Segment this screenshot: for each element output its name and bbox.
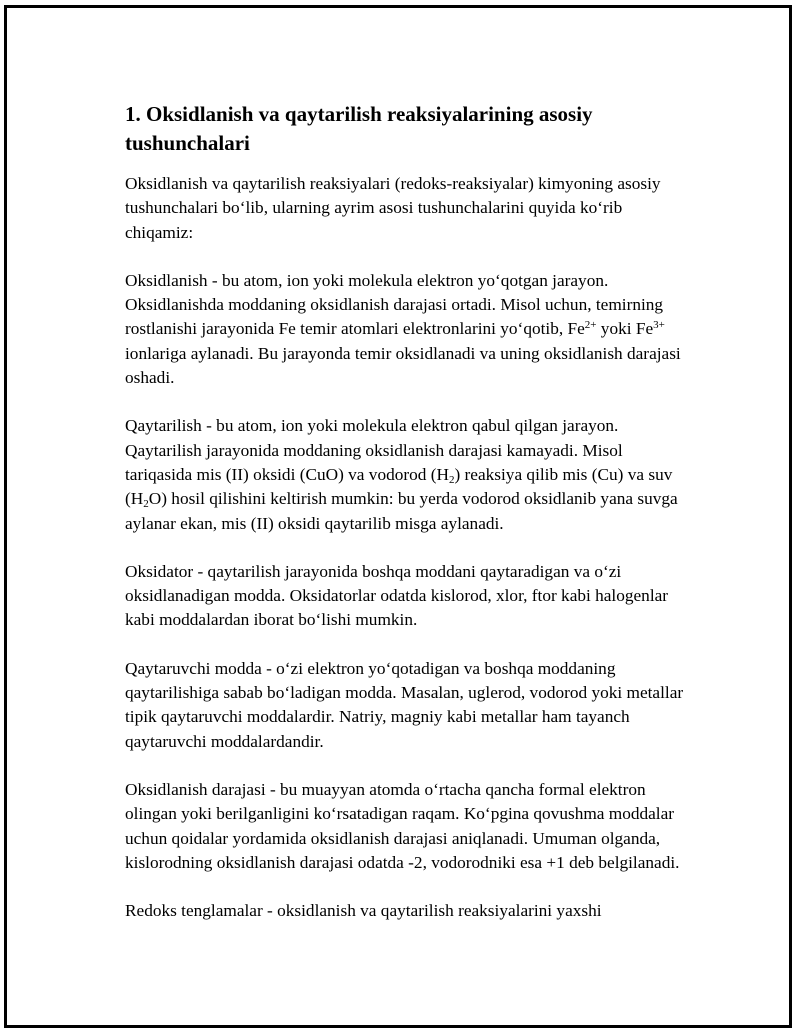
oxidation-text-3: ionlariga aylanadi. Bu jarayonda temir oksidlanadi va uning oksidlanish darajasi oshadi. [125, 343, 681, 388]
reduction-text-1: Qaytarilish - bu atom, ion yoki molekula elektron qabul qilgan jarayon. Qaytarilish jarayonida moddaning oksidlanish darajasi kamayadi. Misol tariqasida mis (II) oksidi (CuO) va vodorod (H [125, 416, 623, 484]
fe2-charge: 2+ [584, 319, 597, 332]
oxidation-state-paragraph: Oksidlanish darajasi - bu muayyan atomda o‘rtacha qancha formal elektron olingan yoki berilganligini ko‘rsatadigan raqam. Ko‘pgina qovushma moddalar uchun qoidalar yordamida oksidlanish darajasi aniqlanadi. Umuman olganda, kislorodning oksidlanish darajasi odatda -2, vodorodniki esa +1 deb belgilanadi. [125, 779, 680, 872]
intro-paragraph: Oksidlanish va qaytarilish reaksiyalari (redoks-reaksiyalar) kimyoning asosiy tushunchalari bo‘lib, ularning ayrim asosi tushunchalarini quyida ko‘rib chiqamiz: [125, 174, 661, 242]
oxidation-text-1: Oksidlanish - bu atom, ion yoki molekula elektron yo‘qotgan jarayon. Oksidlanishda moddaning oksidlanish darajasi ortadi. Misol uchun, temirning rostlanishi jarayonida Fe temir atomlari elektronlarini yo‘qotib, Fe [125, 270, 664, 339]
oxidation-paragraph [125, 269, 685, 390]
reduction-text-3: O) hosil qilishini keltirish mumkin: bu yerda vodorod oksidlanib yana suvga aylanar ekan, mis (II) oksidi qaytarilib misga aylanadi. [125, 489, 678, 533]
oxidation-text-2: yoki Fe [596, 319, 654, 339]
h2o-subscript: 2 [143, 498, 149, 511]
page-frame [4, 5, 792, 1028]
document-body [125, 100, 685, 947]
fe3-charge: 3+ [653, 319, 665, 332]
reduction-text-2: ) reaksiya qilib mis (Cu) va suv (H [125, 464, 673, 509]
reduction-paragraph [125, 414, 685, 535]
reducer-paragraph: Qaytaruvchi modda - o‘zi elektron yo‘qotadigan va boshqa moddaning qaytarilishiga sabab bo‘ladigan modda. Masalan, uglerod, vodorod yoki metallar tipik qaytaruvchi moddalardir. Natriy, magniy kabi metallar ham tayanch qaytaruvchi moddalardandir. [125, 658, 684, 751]
h2-subscript: 2 [448, 473, 455, 486]
section-title: 1. Oksidlanish va qaytarilish reaksiyalarining asosiy tushunchalari [125, 102, 593, 155]
redox-equations-paragraph: Redoks tenglamalar - oksidlanish va qaytarilish reaksiyalarini yaxshi [125, 901, 602, 921]
oxidizer-paragraph: Oksidator - qaytarilish jarayonida boshqa moddani qaytaradigan va o‘zi oksidlanadigan modda. Oksidatorlar odatda kislorod, xlor, ftor kabi halogenlar kabi moddalardan iborat bo‘lishi mumkin. [125, 561, 669, 630]
